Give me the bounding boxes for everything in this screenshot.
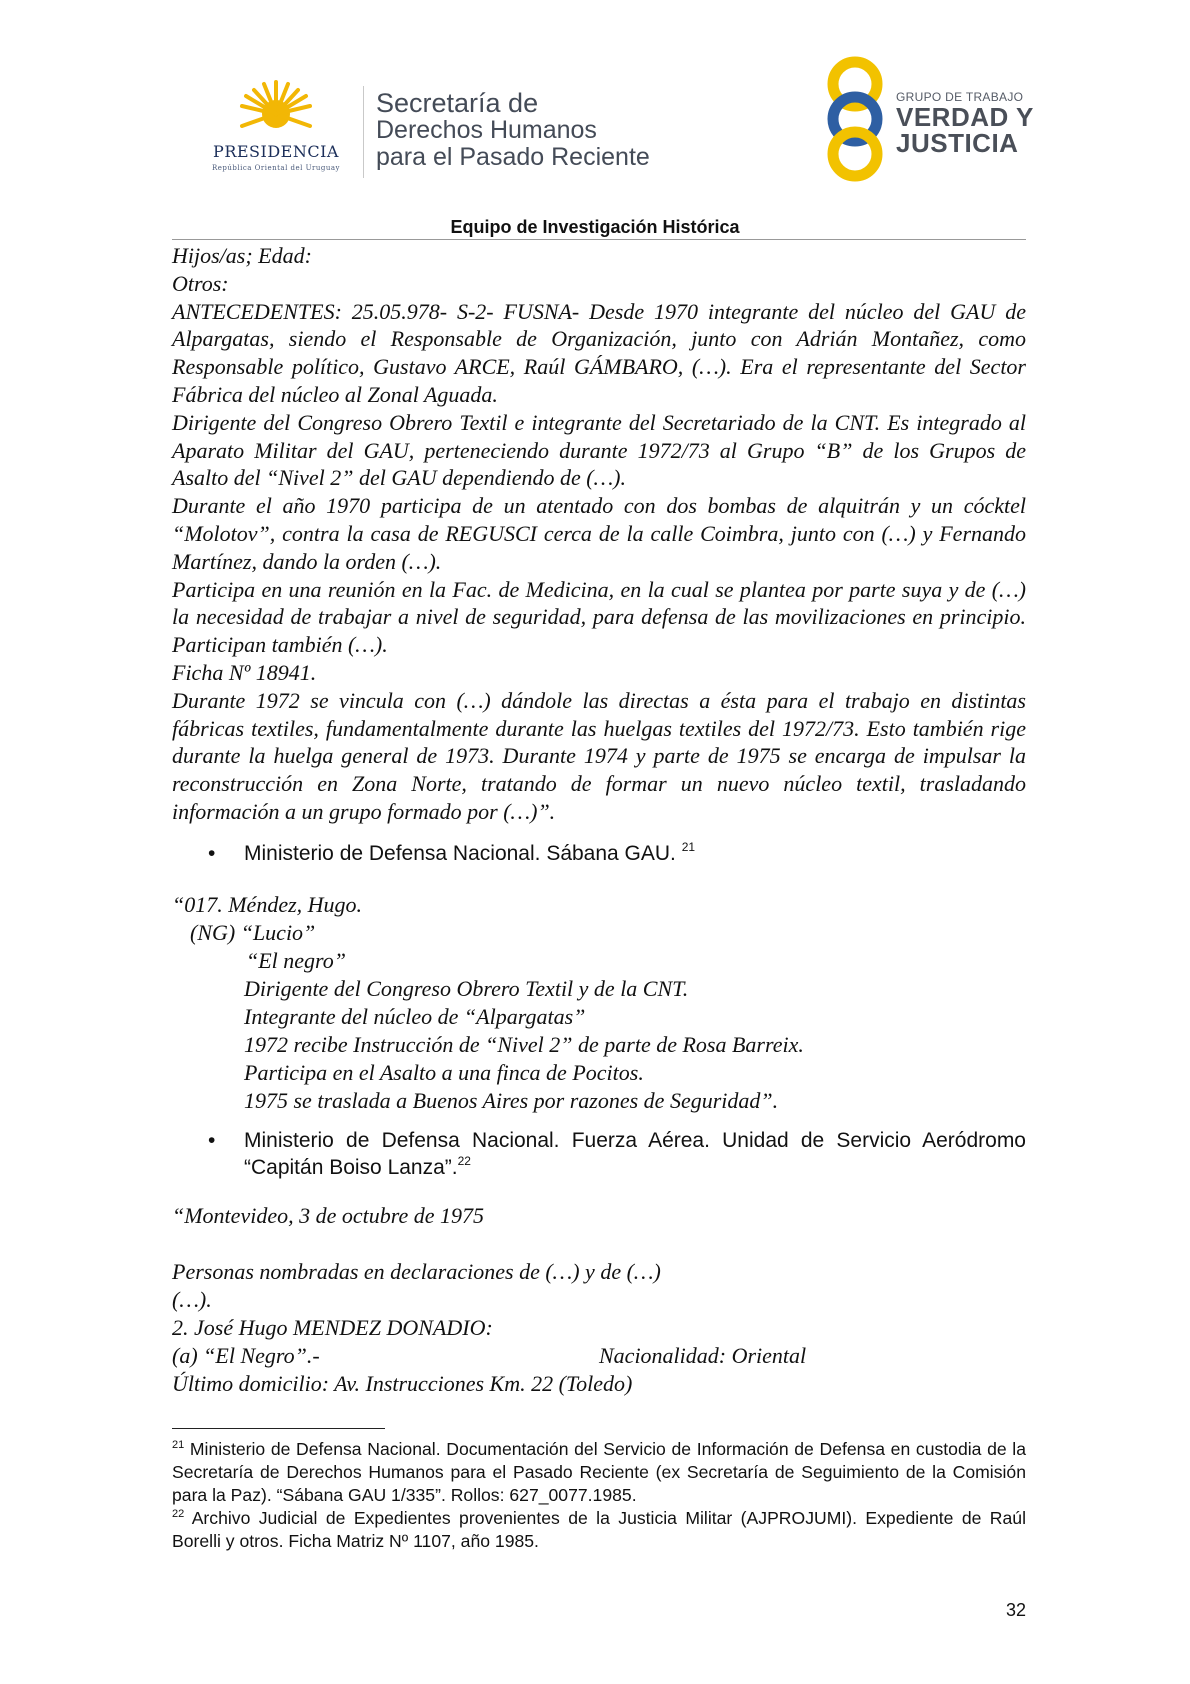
paragraph-otros: Otros:: [172, 270, 229, 296]
grupo-trabajo-label: GRUPO DE TRABAJO: [896, 90, 1024, 104]
justicia-label: JUSTICIA: [896, 128, 1019, 158]
body-paragraphs: [172, 242, 1026, 826]
quote-line: “017. Méndez, Hugo.: [172, 892, 363, 917]
quote-line: Integrante del núcleo de “Alpargatas”: [244, 1004, 586, 1029]
header-rule: [172, 239, 1026, 240]
quote-personas: [172, 1258, 1032, 1398]
verdad-justicia-label: [896, 104, 1034, 156]
quote-date: “Montevideo, 3 de octubre de 1975: [172, 1203, 484, 1228]
quote-line: (…).: [172, 1287, 212, 1312]
footnote-21: [172, 1438, 1026, 1507]
paragraph-durante-1972: Durante 1972 se vincula con (…) dándole las directas a ésta para el trabajo en distintas fábricas textiles, fundamentalmente durante las huelgas textiles del 1972/73. Esto también rige durante la huelga general de 1973. Durante 1974 y parte de 1975 se encarga de impulsar la reconstrucción en Zona Norte, tratando de formar un nuevo núcleo textil, trasladando información a un grupo formado por (…)”.: [172, 687, 1026, 824]
presidencia-word: PRESIDENCIA: [213, 142, 339, 161]
secretaria-title: [376, 90, 650, 171]
secretaria-line-2: Derechos Humanos: [376, 116, 597, 144]
sun-icon: [236, 80, 316, 142]
secretaria-line-3: para el Pasado Reciente: [376, 143, 650, 171]
footnote-ref-21[interactable]: 21: [681, 840, 696, 854]
quote-line: Dirigente del Congreso Obrero Textil y de la CNT.: [244, 976, 689, 1001]
page-number: 32: [1005, 1600, 1026, 1620]
footnote-text: Archivo Judicial de Expedientes provenientes de la Justicia Militar (AJPROJUMI). Expediente de Raúl Borelli y otros. Ficha Matriz Nº 1107, año 1985.: [172, 1508, 1026, 1551]
bullet-marker: •: [208, 1129, 216, 1152]
footnote-number: 22: [172, 1508, 185, 1520]
footnote-rule: [172, 1428, 385, 1429]
quote-mendez: [172, 891, 1032, 1115]
quote-line: 2. José Hugo MENDEZ DONADIO:: [172, 1315, 493, 1340]
quote-line: (NG) “Lucio”: [190, 920, 316, 945]
verdad-justicia-logo: [820, 56, 1040, 182]
bullet-marker: •: [208, 842, 216, 865]
bullet-2-text: Ministerio de Defensa Nacional. Fuerza Aérea. Unidad de Servicio Aeródromo “Capitán Boiso Lanza”.: [244, 1129, 1026, 1179]
quote-montevideo: [172, 1202, 1032, 1230]
bullet-text: [244, 840, 1026, 867]
header-title: Equipo de Investigación Histórica: [450, 217, 740, 237]
footnote-ref-22[interactable]: 22: [457, 1154, 471, 1168]
domicilio-text: Último domicilio: Av. Instrucciones Km. 22 (Toledo): [172, 1371, 633, 1396]
paragraph-hijos: Hijos/as; Edad:: [172, 243, 312, 268]
linked-rings-icon: [820, 56, 890, 182]
secretaria-line-1: Secretaría de: [376, 88, 539, 118]
presidencia-subtitle: República Oriental del Uruguay: [211, 164, 341, 172]
presidencia-logo: [196, 80, 356, 180]
nacionalidad-text: Nacionalidad: Oriental: [599, 1343, 807, 1368]
quote-line: Participa en el Asalto a una finca de Pocitos.: [244, 1060, 644, 1085]
quote-line: “El negro”: [246, 948, 347, 973]
alias-row: [172, 1342, 1032, 1370]
footnotes: [172, 1438, 1026, 1553]
footnote-22: [172, 1507, 1026, 1553]
paragraph-ficha: Ficha Nº 18941.: [172, 659, 317, 685]
source-bullet-2: [208, 1127, 1026, 1183]
quote-line: 1975 se traslada a Buenos Aires por razones de Seguridad”.: [244, 1088, 779, 1113]
quote-line: 1972 recibe Instrucción de “Nivel 2” de parte de Rosa Barreix.: [244, 1032, 804, 1057]
quote-line: Personas nombradas en declaraciones de (…) y de (…): [172, 1259, 661, 1284]
footnote-number: 21: [172, 1439, 185, 1451]
footnote-text: Ministerio de Defensa Nacional. Documentación del Servicio de Información de Defensa en custodia de la Secretaría de Derechos Humanos para el Pasado Reciente (ex Secretaría de Seguimiento de la Comisión para la Paz). “Sábana GAU 1/335”. Rollos: 627_0077.1985.: [172, 1439, 1026, 1505]
logo-divider: [363, 86, 364, 178]
paragraph-reunion: Participa en una reunión en la Fac. de Medicina, en la cual se plantea por parte suya y de (…) la necesidad de trabajar a nivel de seguridad, para defensa de las movilizaciones en principio. Participan también (…).: [172, 576, 1026, 658]
alias-text: (a) “El Negro”.-: [172, 1343, 320, 1368]
paragraph-antecedentes: ANTECEDENTES: 25.05.978- S-2- FUSNA- Desde 1970 integrante del núcleo del GAU de Alpargatas, siendo el Responsable de Organización, junto con Adrián Montañez, como Responsable político, Gustavo ARCE, Raúl GÁMBARO, (…). Era el representante del Sector Fábrica del núcleo al Zonal Aguada.: [172, 298, 1026, 407]
verdad-label: VERDAD Y: [896, 102, 1034, 132]
bullet-1-text: Ministerio de Defensa Nacional. Sábana GAU.: [244, 842, 676, 865]
paragraph-dirigente: Dirigente del Congreso Obrero Textil e integrante del Secretariado de la CNT. Es integrado al Aparato Militar del GAU, perteneciendo durante 1972/73 al Grupo “B” de los Grupos de Asalto del “Nivel 2” del GAU dependiendo de (…).: [172, 409, 1026, 491]
bullet-text: [244, 1127, 1026, 1181]
paragraph-atentado: Durante el año 1970 participa de un atentado con dos bombas de alquitrán y un cócktel “Molotov”, contra la casa de REGUSCI cerca de la calle Coimbra, junto con (…) y Fernando Martínez, dando la orden (…).: [172, 493, 1026, 574]
